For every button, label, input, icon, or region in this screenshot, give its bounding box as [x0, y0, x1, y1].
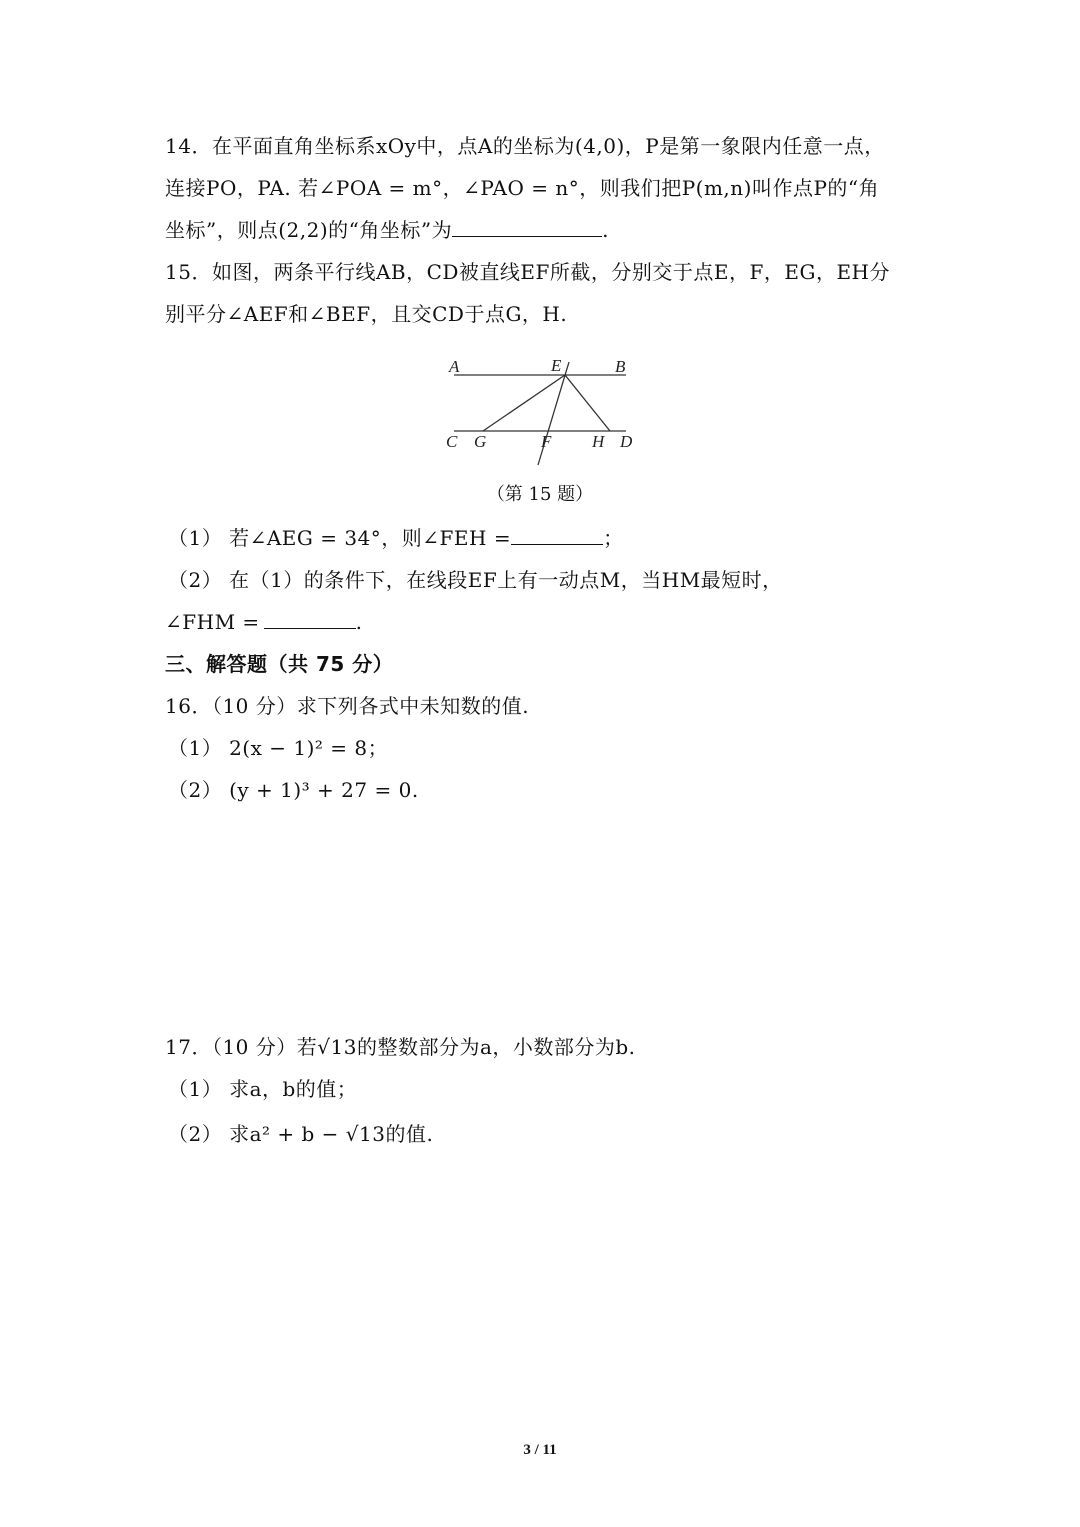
q15-sub-1: [168, 524, 624, 552]
q17-sub-1: （1） 求a，b的值；: [168, 1077, 358, 1101]
q15-sub-2-blank[interactable]: [264, 610, 356, 629]
q14-line-2: 连接PO，PA. 若∠POA = m°，∠PAO = n°，则我们把P(m,n)叫作点P的“角: [165, 176, 880, 200]
q15-sub-2b-end: .: [355, 610, 363, 634]
label-a: A: [449, 357, 460, 376]
label-g: G: [474, 432, 487, 451]
q15-sub-1-blank[interactable]: [511, 526, 603, 545]
q15-sub-2: （2） 在（1）的条件下，在线段EF上有一动点M，当HM最短时，: [168, 568, 783, 592]
q15-line-1: 15．如图，两条平行线AB，CD被直线EF所截，分别交于点E，F，EG，EH分: [165, 260, 890, 284]
label-f: F: [541, 432, 552, 451]
label-b: B: [615, 357, 626, 376]
q16-sub-1: （1） 2(x − 1)² = 8；: [168, 736, 389, 760]
q16-sub-2: （2） (y + 1)³ + 27 = 0.: [168, 778, 419, 802]
q15-figure: [440, 352, 640, 470]
q15-sub-1-text: （1） 若∠AEG = 34°，则∠FEH =: [168, 526, 512, 550]
q15-caption: （第 15 题）: [486, 484, 594, 505]
q14-line-3-text: 坐标”，则点(2,2)的“角坐标”为: [165, 218, 453, 242]
section-3-heading: 三、解答题（共 75 分）: [165, 652, 394, 676]
label-d: D: [620, 432, 633, 451]
label-c: C: [446, 432, 458, 451]
q14-line-1: 14．在平面直角坐标系xOy中，点A的坐标为(4,0)，P是第一象限内任意一点，: [165, 134, 885, 158]
segment-eg: [483, 375, 565, 431]
q17-sub-2: （2） 求a² + b − √13的值.: [168, 1122, 434, 1146]
q15-sub-2-continued: [165, 608, 363, 636]
page-number: 3 / 11: [523, 1442, 557, 1458]
q14-line-3: [165, 216, 609, 244]
label-e: E: [551, 356, 562, 375]
q17-title: 17．（10 分）若√13的整数部分为a，小数部分为b.: [165, 1035, 636, 1059]
q14-answer-blank[interactable]: [452, 218, 602, 237]
q15-sub-1-end: ；: [603, 526, 624, 550]
q15-sub-2b-text: ∠FHM =: [165, 610, 260, 634]
label-h: H: [592, 432, 605, 451]
q14-line-3-end: .: [602, 218, 609, 242]
q15-line-2: 别平分∠AEF和∠BEF，且交CD于点G，H.: [165, 302, 568, 326]
q16-title: 16．（10 分）求下列各式中未知数的值.: [165, 694, 530, 718]
segment-eh: [565, 375, 610, 431]
